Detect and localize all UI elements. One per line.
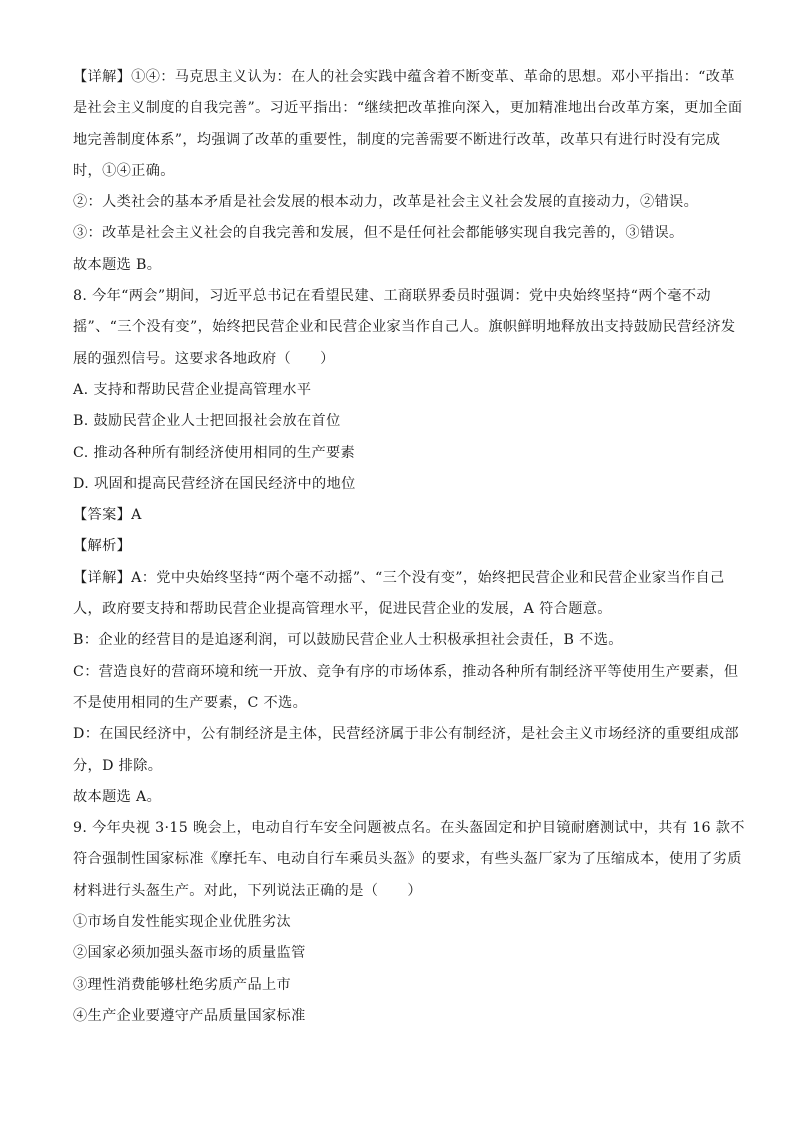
text-line: 地完善制度体系”，均强调了改革的重要性，制度的完善需要不断进行改革，改革只有进行时没有完成 bbox=[73, 131, 721, 148]
answer-label: 【答案】A bbox=[73, 507, 142, 524]
text-line: 故本题选 B。 bbox=[73, 256, 162, 273]
statement-4: ④生产企业要遵守产品质量国家标准 bbox=[73, 1007, 306, 1024]
text-line: ③：改革是社会主义社会的自我完善和发展，但不是任何社会都能够实现自我完善的，③错误。 bbox=[73, 225, 684, 242]
question-8-stem: 展的强烈信号。这要求各地政府（ ） bbox=[73, 350, 335, 367]
question-9-stem: 9. 今年央视 3·15 晚会上，电动自行车安全问题被点名。在头盔固定和护目镜耐磨测试中，共有 16 款不 bbox=[73, 820, 745, 837]
text-line: 不是使用相同的生产要素，C 不选。 bbox=[73, 694, 308, 711]
text-line: 时，①④正确。 bbox=[73, 162, 175, 179]
statement-2: ②国家必须加强头盔市场的质量监管 bbox=[73, 945, 306, 962]
text-line: ②：人类社会的基本矛盾是社会发展的根本动力，改革是社会主义社会发展的直接动力，②错误。 bbox=[73, 194, 699, 211]
text-line: 【详解】A：党中央始终坚持“两个毫不动摇”、“三个没有变”，始终把民营企业和民营企业家当作自己 bbox=[73, 569, 725, 586]
text-line: 故本题选 A。 bbox=[73, 788, 162, 805]
option-a: A. 支持和帮助民营企业提高管理水平 bbox=[73, 381, 312, 398]
text-line: 人，政府要支持和帮助民营企业提高管理水平，促进民营企业的发展，A 符合题意。 bbox=[73, 601, 612, 618]
document-page bbox=[73, 62, 745, 1032]
text-line: 分，D 排除。 bbox=[73, 757, 163, 774]
statement-3: ③理性消费能够杜绝劣质产品上市 bbox=[73, 976, 292, 993]
question-8-stem: 摇”、“三个没有变”，始终把民营企业和民营企业家当作自己人。旗帜鲜明地释放出支持鼓励民营经济发 bbox=[73, 319, 736, 336]
text-line: 是社会主义制度的自我完善”。习近平指出：“继续把改革推向深入，更加精准地出台改革方案，更加全面 bbox=[73, 100, 743, 117]
option-b: B. 鼓励民营企业人士把回报社会放在首位 bbox=[73, 413, 341, 430]
option-c: C. 推动各种所有制经济使用相同的生产要素 bbox=[73, 444, 356, 461]
question-8-stem: 8. 今年“两会”期间，习近平总书记在看望民建、工商联界委员时强调：党中央始终坚持“两个毫不动 bbox=[73, 288, 711, 305]
text-line: C：营造良好的营商环境和统一开放、竞争有序的市场体系，推动各种所有制经济平等使用生产要素，但 bbox=[73, 663, 739, 680]
text-line: B：企业的经营目的是追逐利润，可以鼓励民营企业人士积极承担社会责任，B 不选。 bbox=[73, 632, 623, 649]
option-d: D. 巩固和提高民营经济在国民经济中的地位 bbox=[73, 475, 356, 492]
statement-1: ①市场自发性能实现企业优胜劣汰 bbox=[73, 914, 292, 931]
question-9-stem: 符合强制性国家标准《摩托车、电动自行车乘员头盔》的要求，有些头盔厂家为了压缩成本，使用了劣质 bbox=[73, 851, 742, 868]
text-line: D：在国民经济中，公有制经济是主体，民营经济属于非公有制经济，是社会主义市场经济的重要组成部 bbox=[73, 726, 739, 743]
analysis-label: 【解析】 bbox=[73, 538, 132, 555]
question-9-stem: 材料进行头盔生产。对此，下列说法正确的是（ ） bbox=[73, 882, 422, 899]
text-line: 【详解】①④：马克思主义认为：在人的社会实践中蕴含着不断变革、革命的思想。邓小平指出：“改革 bbox=[73, 69, 735, 85]
